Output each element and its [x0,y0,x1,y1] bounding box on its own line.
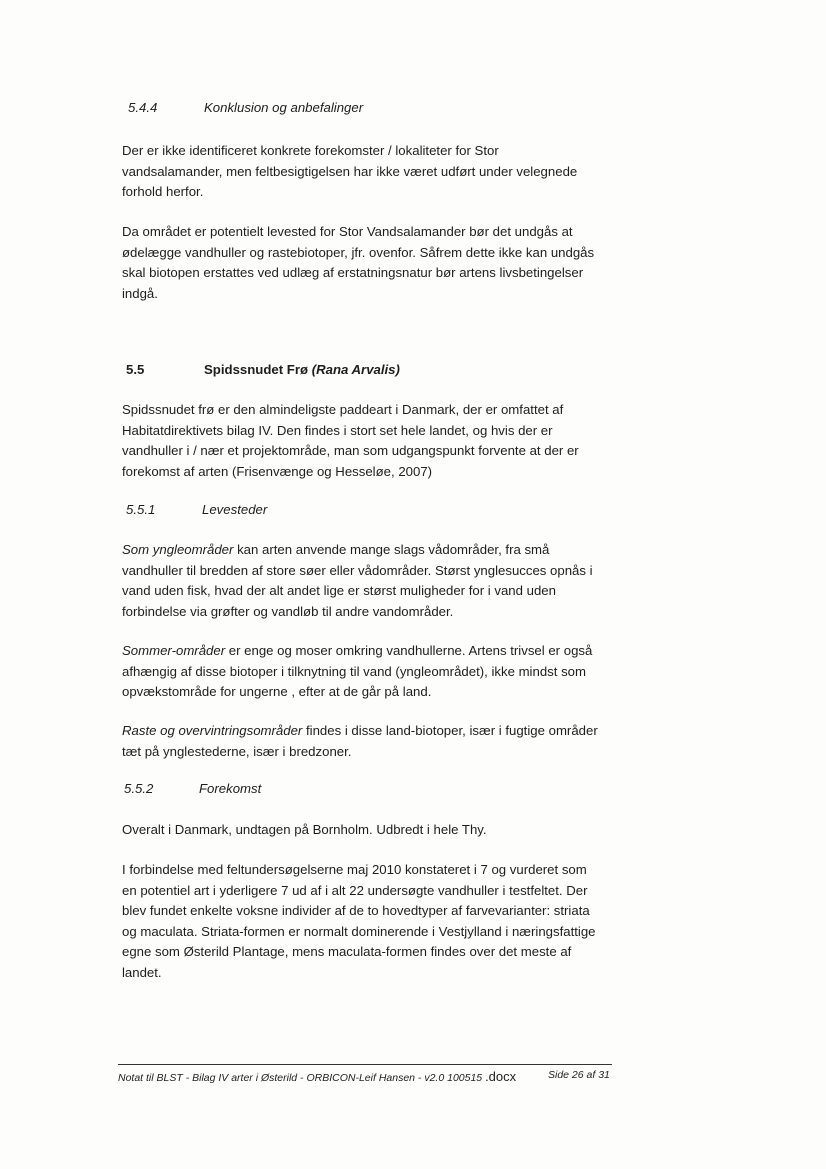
text-line: en potentiel art i yderligere 7 ud af i alt 22 undersøgte vandhuller i testfeltet. Der [122,882,588,898]
text-line: Da området er potentielt levested for Stor Vandsalamander bør det undgås at [122,224,573,239]
text-line: forhold herfor. [122,184,204,200]
text-line: indgå. [122,285,158,301]
footer-divider [118,1064,612,1065]
species-name: Spidssnudet Frø [204,362,309,377]
text-line: vandsalamander, men feltbesigtigelsen har ikke været udført under velegnede [122,163,578,179]
text-line: landet. [122,964,162,980]
text-line: Habitatdirektivets bilag IV. Den findes i stort set hele landet, og hvis der er [122,422,553,438]
footer-extension: .docx [485,1069,517,1084]
text-fragment: findes i disse land-biotoper, især i fugtige områder [302,723,598,738]
paragraph [122,860,627,984]
latin-name: (Rana Arvalis) [311,362,400,377]
text-line: tæt på ynglestederne, især i bredzoner. [122,743,352,759]
text-line: vandhuller til bredden af store søer eller vådområder. Størst ynglesucces opnås i [122,562,593,578]
term: Som yngleområder [122,542,234,557]
paragraph [122,820,622,841]
term: Raste og overvintringsområder [122,723,303,738]
term: Sommer-områder [122,643,226,658]
text-line: forbindelse via grøfter og vandløb til andre vandområder. [122,603,454,619]
text-line: blev fundet enkelte voksne individer af de to hovedtyper af farvevarianter: striata [122,903,590,919]
text-line: vand uden fisk, hvad der alt andet lige er størst muligheder for i vand uden [122,583,556,599]
section-title: Levesteder [202,502,268,517]
paragraph [122,721,622,762]
text-line: opvækstområde for ungerne , efter at de går på land. [122,684,432,700]
section-number: 5.5 [126,362,145,377]
text-line: forekomst af arten (Frisenvænge og Hesseløe, 2007) [122,463,433,479]
text-line: ødelægge vandhuller og rastebiotoper, jfr. ovenfor. Såfrem dette ikke kan undgås [122,244,595,260]
text-line: afhængig af disse biotoper i tilknytning til vand (yngleområdet), ikke mindst som [122,663,586,679]
paragraph [122,222,622,304]
section-title: Forekomst [199,781,262,796]
text-line: og maculata. Striata-formen er normalt dominerende i Vestjylland i næringsfattige [122,923,596,939]
text-fragment: er enge og moser omkring vandhullerne. Artens trivsel er også [225,643,593,658]
text-line: Der er ikke identificeret konkrete forekomster / lokaliteter for Stor [122,143,499,158]
paragraph [122,540,622,622]
text-line: egne som Østerild Plantage, mens maculata-formen findes over det meste af [122,944,572,960]
text-line: Spidssnudet frø er den almindeligste paddeart i Danmark, der er omfattet af [122,402,564,417]
text-line: I forbindelse med feltundersøgelserne maj 2010 konstateret i 7 og vurderet som [122,862,587,877]
section-number: 5.5.1 [126,502,156,517]
page-number: Side 26 af 31 [548,1069,610,1081]
text-line [122,540,622,561]
section-number: 5.4.4 [128,100,158,115]
text-line [122,721,622,742]
section-number: 5.5.2 [124,781,154,796]
paragraph [122,141,622,203]
page-footer [118,1069,618,1084]
section-title [204,360,400,380]
paragraph [122,641,622,703]
text-line: skal biotopen erstattes ved udlæg af erstatningsnatur bør artens livsbetingelser [122,265,584,281]
text-line: Overalt i Danmark, undtagen på Bornholm. Udbredt i hele Thy. [122,822,487,837]
text-line [122,641,622,662]
footer-text: Notat til BLST - Bilag IV arter i Østerild - ORBICON-Leif Hansen - v2.0 100515 [118,1072,486,1084]
paragraph [122,400,622,482]
section-title: Konklusion og anbefalinger [204,100,364,115]
text-fragment: kan arten anvende mange slags vådområder, fra små [233,542,550,557]
text-line: vandhuller i / nær et projektområde, man som udgangspunkt forvente at der er [122,443,579,459]
